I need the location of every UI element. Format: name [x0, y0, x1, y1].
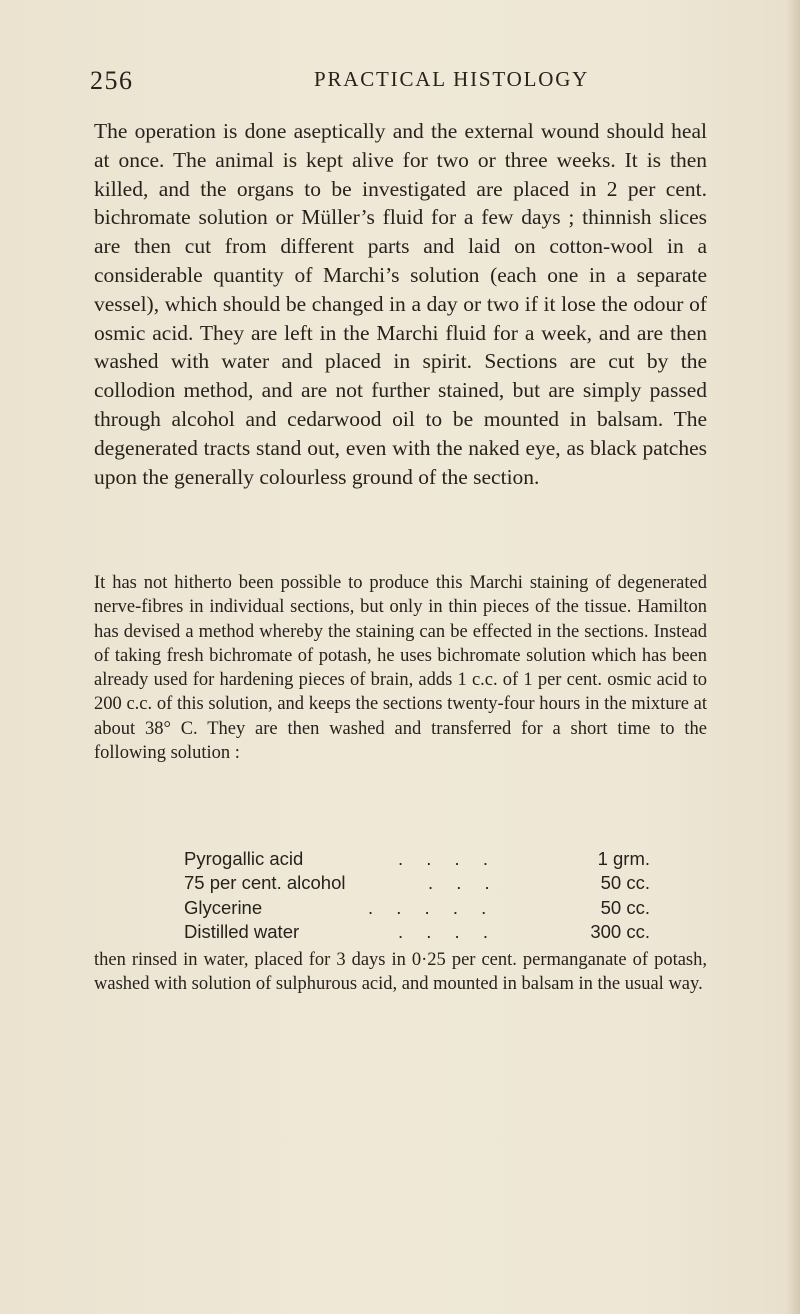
page-number: 256	[90, 66, 134, 95]
ingredient-quantity: 1 grm.	[597, 848, 650, 869]
ingredient-name: Distilled water	[184, 920, 300, 942]
leader-dots: . . . . .	[368, 896, 496, 918]
ingredient-name: Pyrogallic acid	[184, 848, 304, 869]
leader-dots: . . . .	[398, 848, 497, 869]
recipe-row	[184, 847, 664, 871]
ingredient-quantity: 50 cc.	[600, 896, 650, 918]
ingredient-name: Glycerine	[184, 896, 263, 918]
page-header	[90, 66, 710, 96]
solution-recipe-table	[184, 847, 664, 944]
paragraph-operation: The operation is done aseptically and the external wound should heal at once. The animal is kept alive for two or three weeks. It is then killed, and the organs to be investigated are placed in 2 per cent. bichromate solution or Müller’s fluid for a few days ; thinnish slices are then cut from different parts and laid on cotton-wool in a considerable quantity of Marchi’s solution (each one in a separate vessel), which should be changed in a day or two if it lose the odour of osmic acid. They are left in the Marchi fluid for a week, and are then washed with water and placed in spirit. Sections are cut by the collodion method, and are not further stained, but are simply passed through alcohol and cedarwood oil to be mounted in balsam. The degenerated tracts stand out, even with the naked eye, as black patches upon the generally colourless ground of the section.	[94, 119, 707, 489]
recipe-row	[184, 920, 664, 944]
page-edge-shadow	[786, 0, 800, 1314]
recipe-row	[184, 871, 664, 895]
ingredient-quantity: 300 cc.	[590, 920, 650, 942]
ingredient-name: 75 per cent. alcohol	[184, 872, 346, 894]
leader-dots: . . . .	[398, 920, 497, 942]
ingredient-quantity: 50 cc.	[600, 872, 650, 894]
leader-dots: . . .	[428, 872, 499, 894]
recipe-row	[184, 896, 664, 920]
paragraph-hamilton-method: It has not hitherto been possible to produce this Marchi staining of degenerated nerve-fibres in individual sections, but only in thin pieces of the tissue. Hamilton has devised a method whereby the staining can be effected in the sections. Instead of taking fresh bichromate of potash, he uses bichromate solution which has been already used for hardening pieces of brain, adds 1 c.c. of 1 per cent. osmic acid to 200 c.c. of this solution, and keeps the sections twenty-four hours in the mixture at about 38° C. They are then washed and transferred for a short time to the following solution :	[94, 573, 707, 764]
running-head: PRACTICAL HISTOLOGY	[314, 67, 590, 91]
paragraph-rinsing: then rinsed in water, placed for 3 days in 0·25 per cent. permanganate of potash, washed with solution of sulphurous acid, and mounted in balsam in the usual way.	[94, 950, 707, 995]
